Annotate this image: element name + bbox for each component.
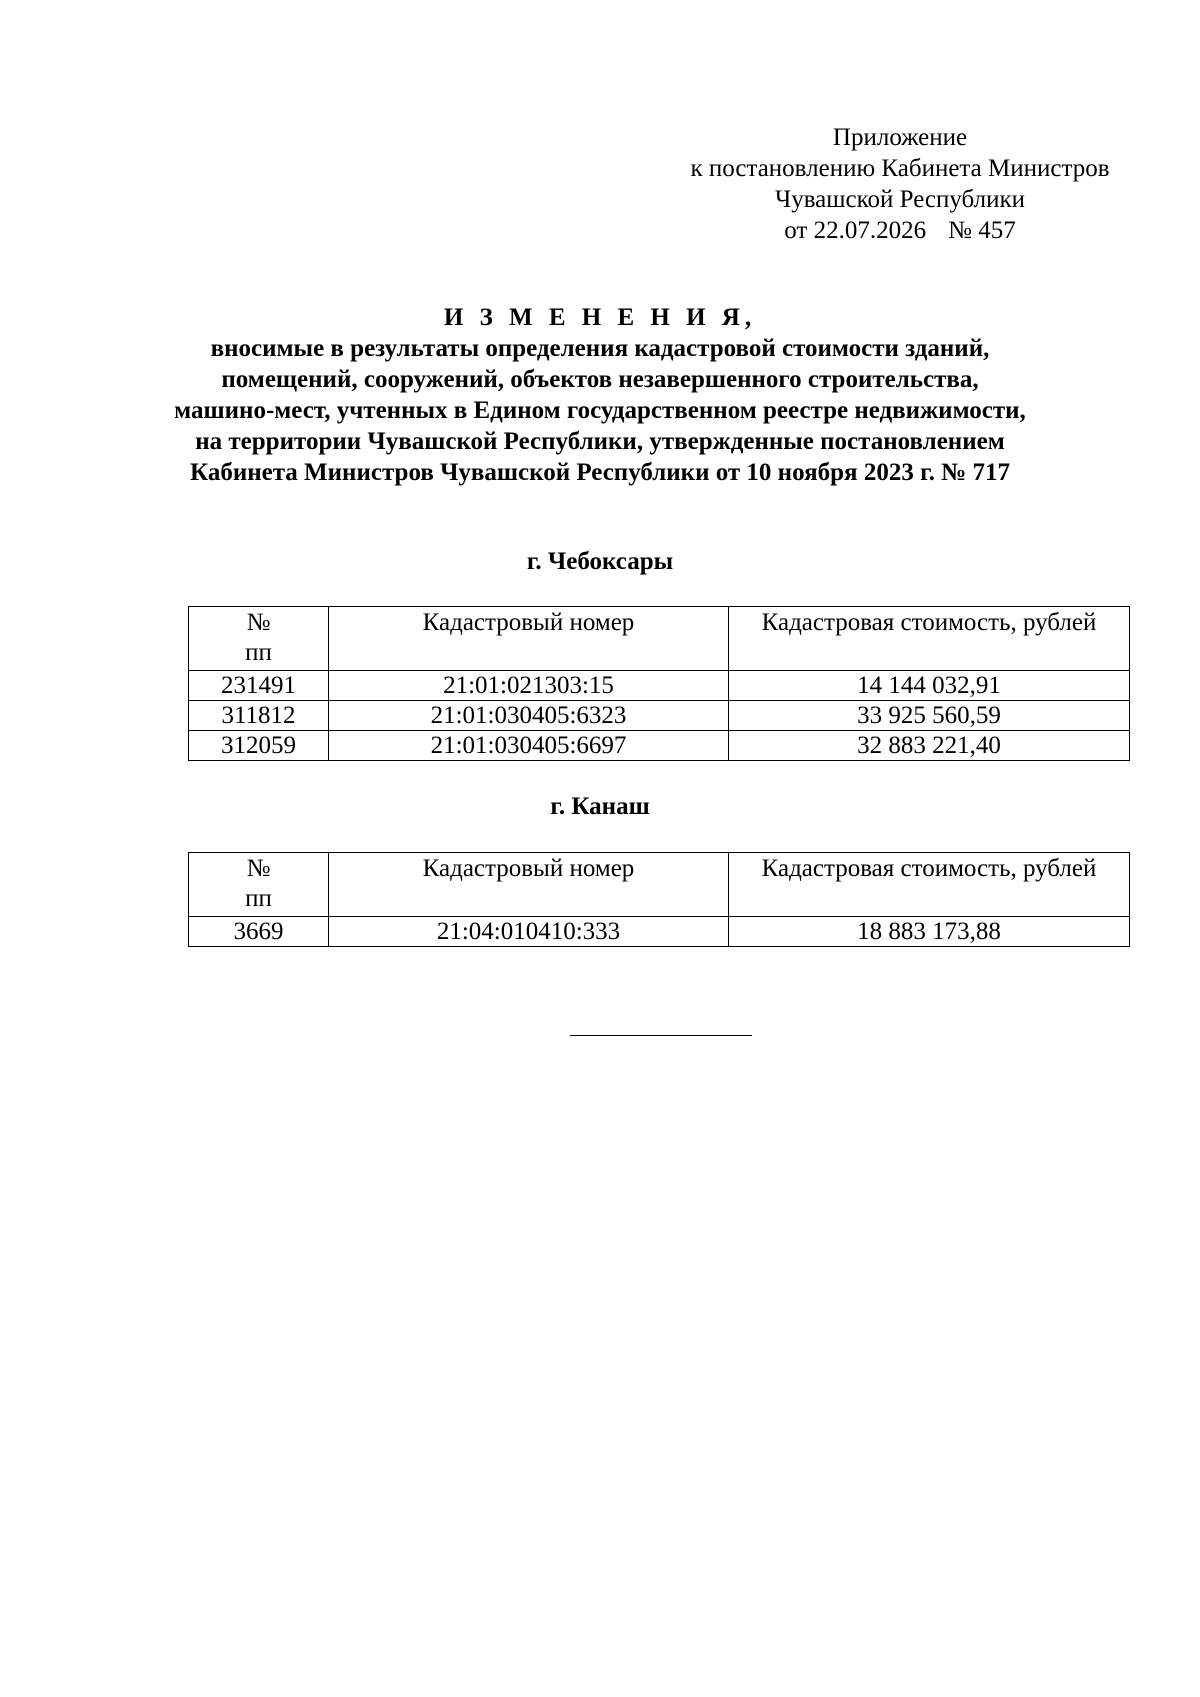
appendix-resolution: к постановлению Кабинета Министров <box>690 155 1110 182</box>
cell-num: 311812 <box>189 701 329 731</box>
heading-line: помещений, сооружений, объектов незавершенного строительства, <box>221 366 979 393</box>
heading-line: на территории Чувашской Республики, утвержденные постановлением <box>195 428 1005 455</box>
cell-cadastral-number: 21:01:021303:15 <box>329 671 729 701</box>
cadastral-table-cheboksary <box>188 606 1130 761</box>
appendix-block <box>600 122 1200 246</box>
header-num <box>189 607 329 671</box>
city-heading-kanash: г. Канаш <box>550 793 650 820</box>
heading-line: вносимые в результаты определения кадастровой стоимости зданий, <box>210 335 990 362</box>
city-heading-cheboksary: г. Чебоксары <box>526 548 674 575</box>
cell-cost: 18 883 173,88 <box>729 917 1130 947</box>
heading-line: машино-мест, учтенных в Едином государственном реестре недвижимости, <box>174 397 1026 424</box>
table-header-row <box>189 853 1130 917</box>
end-divider-line <box>570 1035 752 1036</box>
appendix-number: № 457 <box>948 217 1016 244</box>
header-num-pp: пп <box>245 885 272 912</box>
table-row <box>189 671 1130 701</box>
appendix-date: от 22.07.2026 <box>784 217 927 244</box>
table-header-row <box>189 607 1130 671</box>
cell-num: 231491 <box>189 671 329 701</box>
header-num-pp: пп <box>245 639 272 666</box>
cell-cadastral-number: 21:01:030405:6323 <box>329 701 729 731</box>
table-row <box>189 731 1130 761</box>
cell-num: 312059 <box>189 731 329 761</box>
header-cadastral-cost: Кадастровая стоимость, рублей <box>729 853 1130 917</box>
cell-cadastral-number: 21:01:030405:6697 <box>329 731 729 761</box>
appendix-republic: Чувашской Республики <box>774 186 1026 213</box>
heading-line: Кабинета Министров Чувашской Республики от 10 ноября 2023 г. № 717 <box>190 459 1010 486</box>
header-cadastral-cost: Кадастровая стоимость, рублей <box>729 607 1130 671</box>
cell-cost: 14 144 032,91 <box>729 671 1130 701</box>
header-cadastral-number: Кадастровый номер <box>329 853 729 917</box>
table-row <box>189 701 1130 731</box>
header-cadastral-number: Кадастровый номер <box>329 607 729 671</box>
header-num-symbol: № <box>246 855 271 882</box>
cell-cadastral-number: 21:04:010410:333 <box>329 917 729 947</box>
cell-cost: 32 883 221,40 <box>729 731 1130 761</box>
appendix-date-number <box>600 215 1200 246</box>
cadastral-table-kanash <box>188 852 1130 947</box>
cell-cost: 33 925 560,59 <box>729 701 1130 731</box>
table-row <box>189 917 1130 947</box>
header-num-symbol: № <box>246 609 271 636</box>
header-num <box>189 853 329 917</box>
cell-num: 3669 <box>189 917 329 947</box>
appendix-title: Приложение <box>832 124 968 151</box>
document-heading <box>150 302 1050 488</box>
heading-title: И З М Е Н Е Н И Я, <box>443 304 757 331</box>
